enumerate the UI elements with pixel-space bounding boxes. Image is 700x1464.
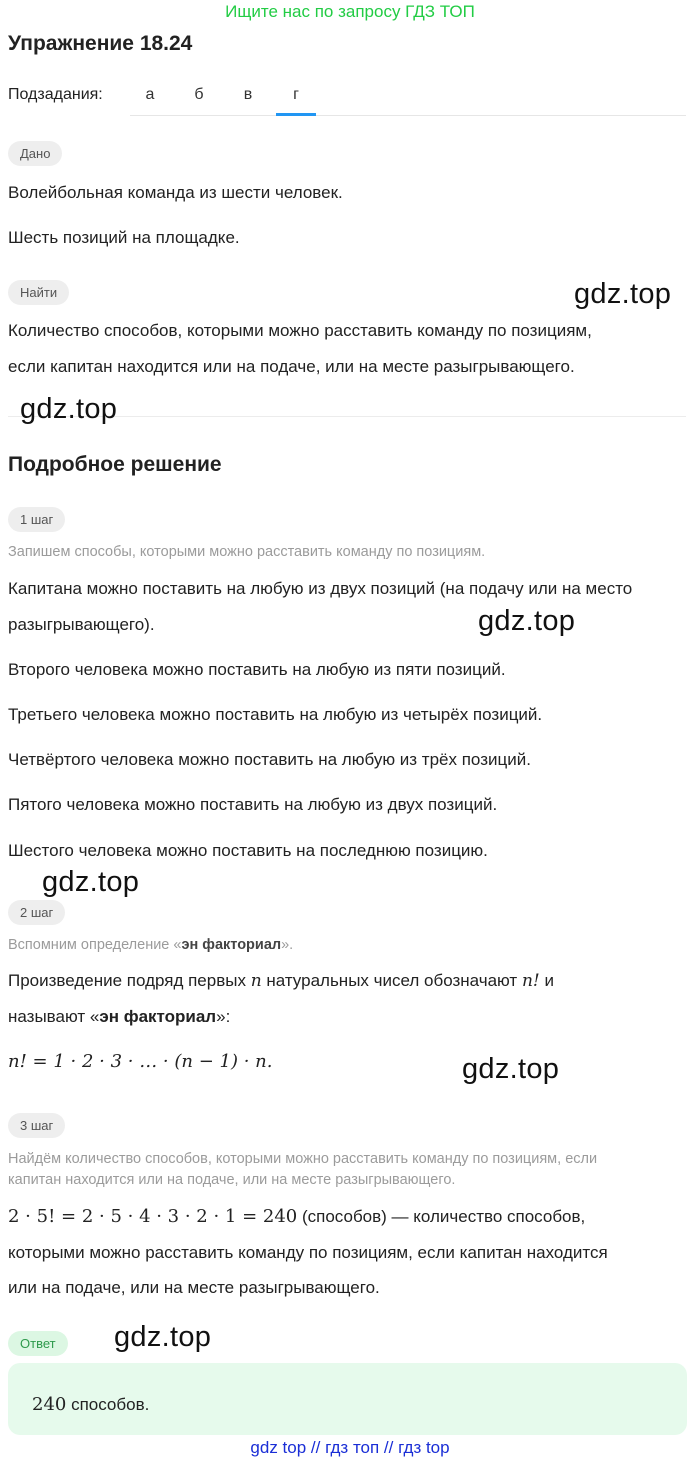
find-line-2: если капитан находится или на подаче, или на месте разыгрывающего. — [8, 357, 575, 376]
find-line-1: Количество способов, которыми можно расставить команду по позициям, — [8, 321, 592, 340]
answer-badge: Ответ — [8, 1331, 68, 1356]
answer-text: 240 способов. — [32, 1394, 150, 1415]
footer-links: gdz top // гдз топ // гдз top — [250, 1438, 450, 1457]
step1-badge: 1 шаг — [8, 507, 65, 532]
step2-hint: Вспомним определение «эн факториал». — [8, 937, 294, 953]
step1-line-5: Четвёртого человека можно поставить на любую из трёх позиций. — [8, 750, 531, 769]
step3-line-1: 2 · 5! = 2 · 5 · 4 · 3 · 2 · 1 = 240 (способов) — количество способов, — [8, 1206, 586, 1227]
watermark: gdz.top — [114, 1321, 212, 1353]
step3-badge: 3 шаг — [8, 1113, 65, 1138]
tab-a[interactable]: а — [145, 86, 155, 103]
step1-line-1: Капитана можно поставить на любую из двух позиций (на подачу или на место — [8, 579, 633, 598]
watermark: gdz.top — [462, 1053, 560, 1085]
active-tab-indicator — [276, 113, 316, 116]
step1-line-4: Третьего человека можно поставить на любую из четырёх позиций. — [8, 705, 543, 724]
step1-hint: Запишем способы, которыми можно расставить команду по позициям. — [8, 544, 486, 560]
step2-line-2: называют «эн факториал»: — [8, 1007, 231, 1026]
step1-line-6: Пятого человека можно поставить на любую из двух позиций. — [8, 795, 498, 814]
watermark: gdz.top — [42, 866, 140, 898]
tab-v[interactable]: в — [243, 86, 253, 103]
given-line-1: Волейбольная команда из шести человек. — [8, 183, 343, 202]
solution-title: Подробное решение — [8, 453, 222, 476]
factorial-formula: n! = 1 · 2 · 3 · … · (n − 1) · n. — [8, 1051, 273, 1072]
tab-b[interactable]: б — [194, 86, 204, 103]
step3-line-3: или на подаче, или на месте разыгрывающего. — [8, 1278, 380, 1297]
step1-line-2: разыгрывающего). — [8, 615, 155, 634]
tab-g[interactable]: г — [293, 86, 299, 103]
given-badge: Дано — [8, 141, 62, 166]
watermark: gdz.top — [20, 393, 118, 425]
watermark: gdz.top — [478, 605, 576, 637]
step1-line-7: Шестого человека можно поставить на последнюю позицию. — [8, 841, 488, 860]
tabs-divider — [130, 115, 686, 116]
step2-badge: 2 шаг — [8, 900, 65, 925]
step2-line-1: Произведение подряд первых n натуральных чисел обозначают n! и — [8, 971, 554, 991]
step3-hint-2: капитан находится или на подаче, или на месте разыгрывающего. — [8, 1172, 456, 1188]
step1-line-3: Второго человека можно поставить на любую из пяти позиций. — [8, 660, 506, 679]
find-badge: Найти — [8, 280, 69, 305]
step3-hint-1: Найдём количество способов, которыми можно расставить команду по позициям, если — [8, 1151, 598, 1167]
watermark: gdz.top — [574, 278, 672, 310]
subtasks-label: Подзадания: — [8, 86, 103, 103]
page-title: Упражнение 18.24 — [8, 32, 193, 55]
step3-line-2: которыми можно расставить команду по позициям, если капитан находится — [8, 1243, 608, 1262]
top-banner: Ищите нас по запросу ГДЗ ТОП — [225, 2, 475, 21]
given-line-2: Шесть позиций на площадке. — [8, 228, 240, 247]
